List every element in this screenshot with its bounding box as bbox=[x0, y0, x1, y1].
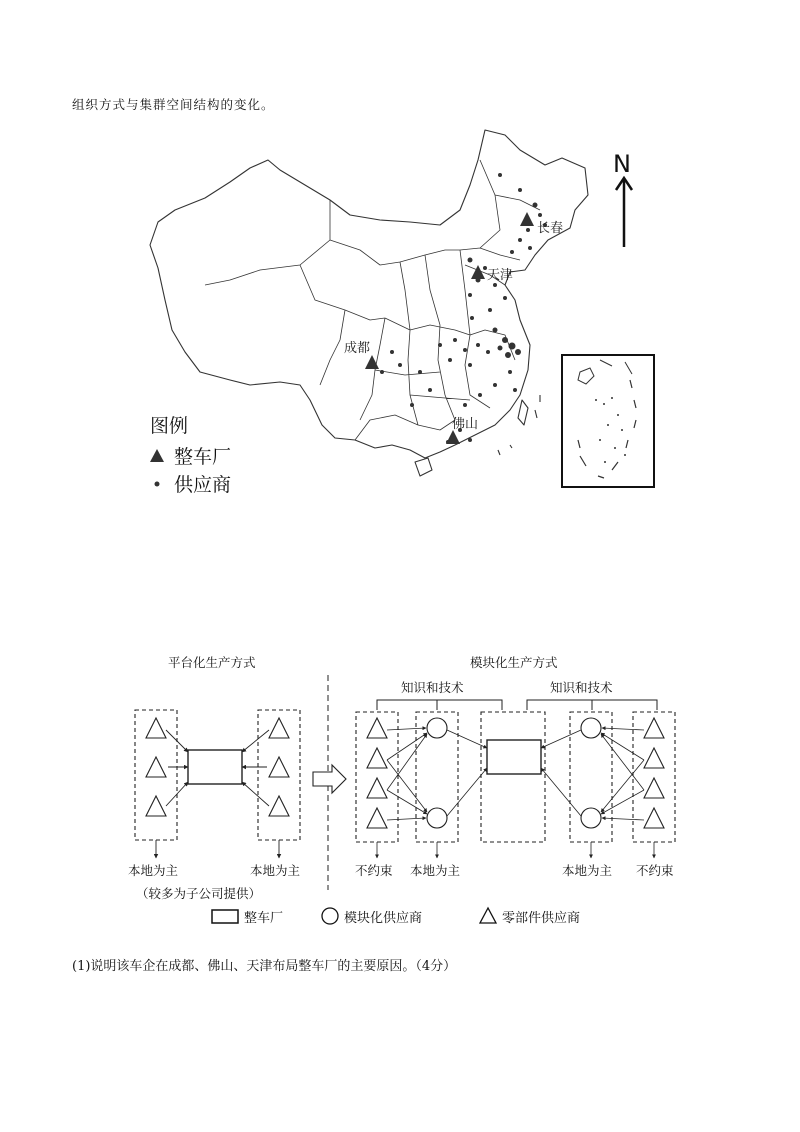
triangle-icon bbox=[269, 718, 289, 738]
triangle-icon bbox=[480, 908, 496, 923]
supplier-dot bbox=[476, 343, 480, 347]
supplier-dot bbox=[463, 403, 467, 407]
supplier-dot bbox=[498, 173, 502, 177]
supplier-dot bbox=[390, 350, 394, 354]
inset-frame bbox=[562, 355, 654, 487]
supplier-dot bbox=[493, 383, 497, 387]
supplier-dot bbox=[533, 203, 538, 208]
supplier-dot bbox=[380, 370, 384, 374]
triangle-icon bbox=[146, 757, 166, 777]
inset-island bbox=[599, 439, 601, 441]
unconstrained-label: 不约束 bbox=[355, 863, 393, 878]
city-label: 天津 bbox=[487, 268, 514, 283]
circle-icon bbox=[581, 808, 601, 828]
supplier-dot bbox=[538, 213, 542, 217]
supplier-dot bbox=[505, 352, 511, 358]
legend-label: 供应商 bbox=[174, 474, 232, 496]
right-diagram-title: 模块化生产方式 bbox=[470, 655, 558, 670]
question-text: (1)说明该车企在成都、佛山、天津布局整车厂的主要原因。（4分） bbox=[72, 959, 457, 974]
island-marks bbox=[498, 395, 540, 455]
circle-icon bbox=[427, 808, 447, 828]
supplier-group-box bbox=[416, 712, 458, 842]
flow-arrow bbox=[602, 818, 644, 820]
flow-arrow bbox=[387, 733, 427, 760]
triangle-icon bbox=[367, 718, 387, 738]
triangle-icon bbox=[367, 748, 387, 768]
inset-island bbox=[617, 414, 619, 416]
assembly-plant-box bbox=[188, 750, 242, 784]
inset-island bbox=[611, 397, 613, 399]
knowledge-label: 知识和技术 bbox=[550, 680, 613, 695]
supplier-dot bbox=[488, 308, 492, 312]
local-label: 本地为主 bbox=[128, 863, 179, 878]
inset-island bbox=[595, 399, 597, 401]
map-outline bbox=[150, 130, 588, 458]
supplier-dot bbox=[468, 293, 472, 297]
triangle-icon bbox=[269, 757, 289, 777]
triangle-icon bbox=[644, 718, 664, 738]
dot-icon bbox=[155, 482, 160, 487]
local-label: 本地为主 bbox=[562, 863, 613, 878]
inset-island bbox=[614, 447, 616, 449]
flow-arrow bbox=[387, 734, 427, 790]
flow-arrow bbox=[541, 768, 581, 816]
assembly-plants bbox=[365, 212, 534, 444]
province-lines bbox=[205, 160, 540, 440]
inset-island bbox=[621, 429, 623, 431]
intro-text: 组织方式与集群空间结构的变化。 bbox=[72, 97, 275, 112]
hainan-island bbox=[415, 458, 432, 476]
supplier-dot bbox=[515, 349, 521, 355]
china-map bbox=[150, 130, 588, 476]
supplier-dot bbox=[398, 363, 402, 367]
north-label: N bbox=[613, 150, 631, 178]
triangle-icon bbox=[644, 778, 664, 798]
supplier-dot bbox=[468, 258, 473, 263]
assembly-plant-box bbox=[487, 740, 541, 774]
supplier-dot bbox=[508, 370, 512, 374]
flow-arrow bbox=[601, 733, 644, 760]
supplier-dot bbox=[498, 346, 503, 351]
inset-island bbox=[607, 424, 609, 426]
triangle-icon bbox=[150, 449, 164, 462]
supplier-dot bbox=[526, 228, 530, 232]
knowledge-label: 知识和技术 bbox=[401, 680, 464, 695]
inset-island bbox=[604, 461, 606, 463]
knowledge-bracket bbox=[377, 700, 502, 710]
north-arrow bbox=[613, 150, 632, 247]
inset-island bbox=[624, 454, 626, 456]
flow-arrow bbox=[601, 790, 644, 814]
supplier-group-box bbox=[570, 712, 612, 842]
supplier-dot bbox=[510, 250, 514, 254]
city-label: 成都 bbox=[344, 341, 371, 356]
supplier-dot bbox=[509, 343, 516, 350]
city-label: 佛山 bbox=[452, 417, 479, 432]
triangle-icon bbox=[367, 778, 387, 798]
plant-group-box bbox=[481, 712, 545, 842]
supplier-dot bbox=[493, 328, 498, 333]
supplier-dot bbox=[518, 188, 522, 192]
rectangle-icon bbox=[212, 910, 238, 923]
local-label: 本地为主 bbox=[410, 863, 461, 878]
legend-label: 整车厂 bbox=[174, 446, 232, 468]
triangle-icon bbox=[146, 796, 166, 816]
supplier-dot bbox=[438, 343, 442, 347]
supplier-dot bbox=[418, 370, 422, 374]
diagram-legend-label: 整车厂 bbox=[244, 911, 284, 926]
supplier-dot bbox=[493, 283, 497, 287]
flow-arrow bbox=[601, 760, 644, 812]
supplier-dot bbox=[513, 388, 517, 392]
supplier-dot bbox=[428, 388, 432, 392]
legend-title: 图例 bbox=[150, 415, 189, 437]
supplier-dot bbox=[410, 403, 414, 407]
supplier-dot bbox=[503, 296, 507, 300]
left-diagram-title: 平台化生产方式 bbox=[168, 655, 256, 670]
supplier-dot bbox=[478, 393, 482, 397]
assembly-plant-foshan bbox=[446, 430, 460, 444]
platform-diagram bbox=[135, 710, 300, 858]
city-label: 长春 bbox=[537, 221, 564, 236]
transition-arrow bbox=[313, 765, 346, 793]
supplier-dot bbox=[448, 358, 452, 362]
supplier-dot bbox=[502, 337, 508, 343]
triangle-icon bbox=[644, 808, 664, 828]
taiwan-island bbox=[518, 400, 528, 425]
flow-arrow bbox=[387, 728, 426, 730]
circle-icon bbox=[581, 718, 601, 738]
flow-arrow bbox=[601, 734, 644, 790]
supplier-group-box bbox=[135, 710, 177, 840]
flow-arrow bbox=[387, 818, 426, 820]
circle-icon bbox=[322, 908, 338, 924]
diagram-legend bbox=[212, 908, 580, 926]
supplier-dot bbox=[486, 350, 490, 354]
supplier-dot bbox=[470, 316, 474, 320]
flow-arrow bbox=[242, 782, 269, 806]
triangle-icon bbox=[269, 796, 289, 816]
flow-arrow bbox=[387, 760, 427, 812]
local-label: 本地为主 bbox=[250, 863, 301, 878]
supplier-dot bbox=[518, 238, 522, 242]
triangle-icon bbox=[367, 808, 387, 828]
subsidiary-label: （较多为子公司提供） bbox=[136, 886, 262, 901]
supplier-dot bbox=[468, 438, 472, 442]
supplier-dot bbox=[528, 246, 532, 250]
flow-arrow bbox=[242, 730, 269, 752]
circle-icon bbox=[427, 718, 447, 738]
flow-arrow bbox=[387, 790, 427, 814]
map-legend bbox=[150, 415, 231, 496]
supplier-dot bbox=[468, 363, 472, 367]
supplier-dot bbox=[453, 338, 457, 342]
inset-island bbox=[603, 403, 605, 405]
supplier-group-box bbox=[258, 710, 300, 840]
diagram-legend-label: 零部件供应商 bbox=[502, 911, 581, 926]
supplier-dot bbox=[463, 348, 467, 352]
supplier-dots bbox=[380, 173, 547, 444]
modular-diagram bbox=[356, 700, 675, 858]
triangle-icon bbox=[644, 748, 664, 768]
diagram-legend-label: 模块化供应商 bbox=[344, 911, 423, 926]
south-china-sea-inset bbox=[562, 355, 654, 487]
assembly-plant-changchun bbox=[520, 212, 534, 226]
unconstrained-label: 不约束 bbox=[636, 863, 674, 878]
flow-arrow bbox=[541, 730, 581, 748]
flow-arrow bbox=[602, 728, 644, 730]
triangle-icon bbox=[146, 718, 166, 738]
